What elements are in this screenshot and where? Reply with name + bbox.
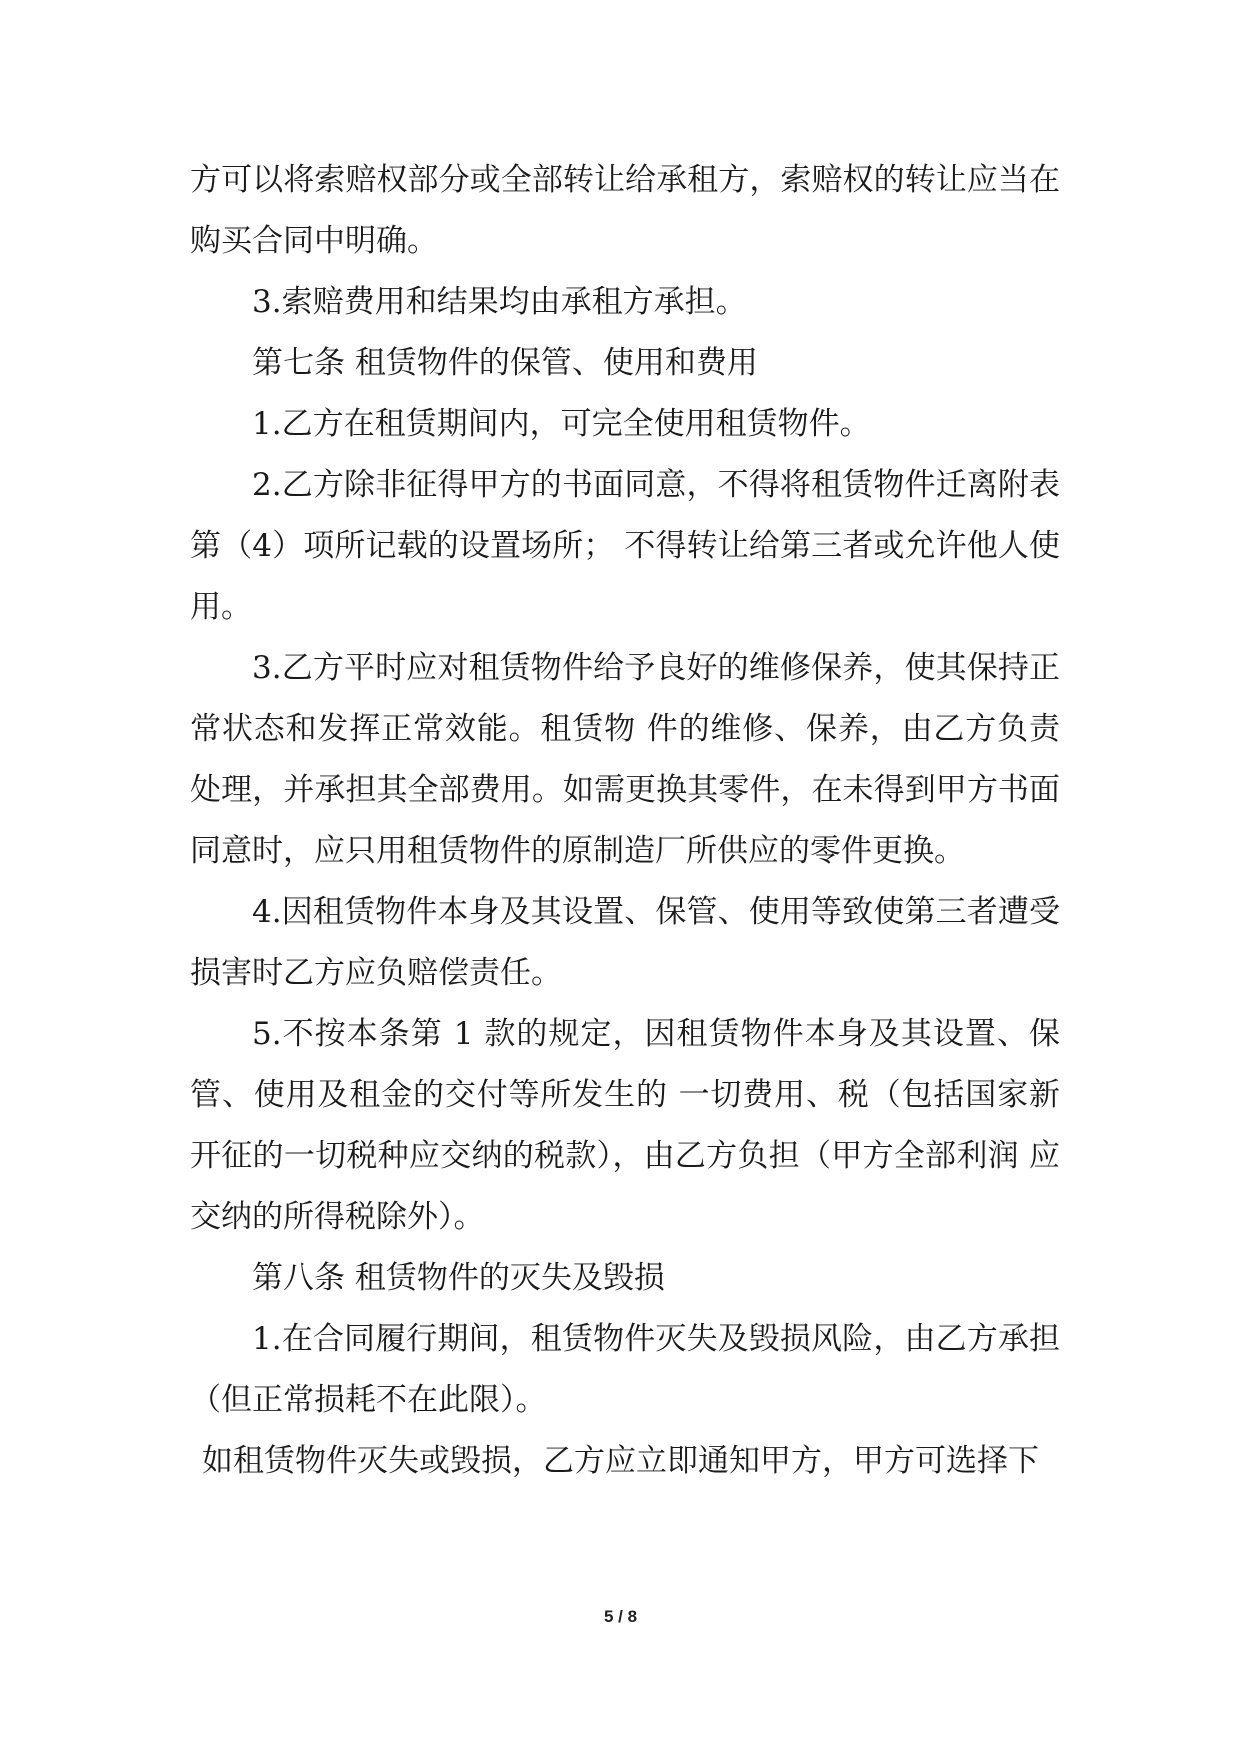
article-8-heading: 第八条 租赁物件的灭失及毁损 xyxy=(252,1260,665,1296)
paragraph-clause-8-1: 1.在合同履行期间，租赁物件灭失及毁损风险，由乙方承担（但正常损耗不在此限）。 xyxy=(190,1321,1060,1418)
paragraph-clause-8-note: 如租赁物件灭失或毁损，乙方应立即通知甲方，甲方可选择下 xyxy=(202,1443,1039,1479)
paragraph-clause-7-3: 3.乙方平时应对租赁物件给予良好的维修保养，使其保持正常状态和发挥正常效能。租赁物 件的维修、保养，由乙方负责处理，并承担其全部费用。如需更换其零件，在未得到甲方书面同意时，应只用租赁物件的原制造厂所供应的零件更换。 xyxy=(190,650,1060,869)
paragraph-continuation: 方可以将索赔权部分或全部转让给承租方，索赔权的转让应当在购买合同中明确。 xyxy=(190,162,1060,259)
page-number: 5 / 8 xyxy=(603,1607,638,1626)
document-body xyxy=(190,150,1060,1492)
paragraph-clause-7-4: 4.因租赁物件本身及其设置、保管、使用等致使第三者遭受损害时乙方应负赔偿责任。 xyxy=(190,894,1060,991)
paragraph-clause-7-5: 5.不按本条第 1 款的规定，因租赁物件本身及其设置、保管、使用及租金的交付等所发生的 一切费用、税（包括国家新开征的一切税种应交纳的税款），由乙方负担（甲方全部利润 应交纳的所得税除外）。 xyxy=(190,1016,1060,1235)
paragraph-clause-6-3: 3.索赔费用和结果均由承租方承担。 xyxy=(252,284,747,320)
paragraph-clause-7-2: 2.乙方除非征得甲方的书面同意，不得将租赁物件迁离附表第（4）项所记载的设置场所； 不得转让给第三者或允许他人使用。 xyxy=(190,467,1060,625)
paragraph-clause-7-1: 1.乙方在租赁期间内，可完全使用租赁物件。 xyxy=(252,406,871,442)
article-7-heading: 第七条 租赁物件的保管、使用和费用 xyxy=(252,345,758,381)
